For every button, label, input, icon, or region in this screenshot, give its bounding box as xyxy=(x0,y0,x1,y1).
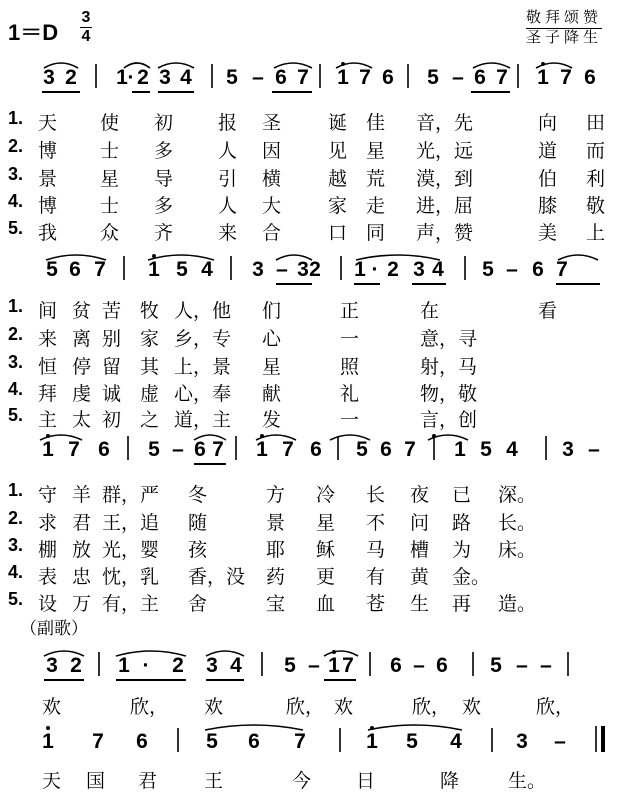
lyric-syllable: 欢 xyxy=(42,696,62,718)
note: 5 xyxy=(427,66,439,89)
lyric-syllable: 音，先 xyxy=(416,112,474,134)
lyric-syllable: 家 xyxy=(328,195,348,217)
lyric-syllable: 为 xyxy=(452,539,472,561)
note: – xyxy=(516,654,528,677)
verse-number: 4. xyxy=(8,379,24,399)
verse-number: 2. xyxy=(8,136,24,156)
high-octave-dot xyxy=(370,726,374,730)
note: 3 xyxy=(562,438,574,461)
lyric-syllable: 其 xyxy=(140,356,160,378)
lyric-syllable: 槽 xyxy=(410,539,430,561)
lyric-syllable: 马 xyxy=(366,539,386,561)
lyric-syllable: 深。 xyxy=(498,484,537,506)
lyric-syllable: 见 xyxy=(328,140,348,162)
lyric-syllable: 一 xyxy=(340,409,360,431)
lyric-syllable: 星 xyxy=(316,512,336,534)
note: 6 xyxy=(98,438,110,461)
note: – xyxy=(308,654,320,677)
verse-number: 2. xyxy=(8,324,24,344)
lyric-syllable: 光，婴 xyxy=(102,539,160,561)
lyric-syllable: 敬 xyxy=(586,195,606,217)
note: 6 xyxy=(390,654,402,677)
lyric-syllable: 正 xyxy=(340,300,360,322)
lyric-syllable: 向 xyxy=(538,112,558,134)
note: 7 xyxy=(212,438,224,461)
lyric-syllable: 家 xyxy=(140,328,160,350)
lyric-syllable: 横 xyxy=(262,168,282,190)
lyric-syllable: 初 xyxy=(154,112,174,134)
lyric-syllable: 同 xyxy=(366,222,386,244)
lyric-syllable: 多 xyxy=(154,195,174,217)
lyric-syllable: 冷 xyxy=(316,484,336,506)
lyric-syllable: 间 xyxy=(38,300,58,322)
lyric-syllable: 宝 xyxy=(266,593,286,615)
note: 5 xyxy=(284,654,296,677)
lyric-syllable: 礼 xyxy=(340,383,360,405)
lyric-syllable: 佳 xyxy=(366,112,386,134)
lyric-syllable: 圣 xyxy=(262,112,282,134)
lyric-syllable: 长 xyxy=(366,484,386,506)
note: 5 xyxy=(46,258,58,281)
note: 3 xyxy=(252,258,264,281)
lyric-syllable: 放 xyxy=(72,539,92,561)
high-octave-dot xyxy=(46,726,50,730)
lyric-syllable: 忱，乳 xyxy=(102,566,160,588)
lyric-syllable: 星 xyxy=(366,140,386,162)
lyric-syllable: 贫 xyxy=(72,300,92,322)
verse-number: 3. xyxy=(8,164,24,184)
note: 1 xyxy=(366,730,378,753)
lyric-syllable: 诚 xyxy=(102,383,122,405)
lyric-syllable: 诞 xyxy=(328,112,348,134)
note: 1 xyxy=(116,66,128,89)
lyric-syllable: 今 xyxy=(292,770,312,792)
note: 1 xyxy=(328,654,340,677)
lyric-syllable: 生 xyxy=(410,593,430,615)
lyric-syllable: 在 xyxy=(420,300,440,322)
note: 5 xyxy=(148,438,160,461)
note: 2 xyxy=(387,258,399,281)
lyric-syllable: 有 xyxy=(366,566,386,588)
note: 6 xyxy=(474,66,486,89)
lyric-syllable: 别 xyxy=(102,328,122,350)
lyric-syllable: 牧 xyxy=(140,300,160,322)
meter-bottom: 4 xyxy=(81,28,91,45)
lyric-syllable: 虚 xyxy=(140,383,160,405)
lyric-syllable: 留 xyxy=(102,356,122,378)
lyric-syllable: 星 xyxy=(100,168,120,190)
note: – xyxy=(413,654,425,677)
verse-number: 2. xyxy=(8,508,24,528)
note: – xyxy=(588,438,600,461)
lyric-syllable: 王，追 xyxy=(102,512,160,534)
high-octave-dot xyxy=(46,434,50,438)
note: 5 xyxy=(480,438,492,461)
note: 6 xyxy=(532,258,544,281)
note: 7 xyxy=(560,66,572,89)
lyric-syllable: 有，主 xyxy=(102,593,160,615)
verse-number: 3. xyxy=(8,352,24,372)
lyric-syllable: 博 xyxy=(38,195,58,217)
lyric-syllable: 欢 xyxy=(334,696,354,718)
lyric-syllable: 之 xyxy=(140,409,160,431)
note: 6 xyxy=(584,66,596,89)
lyric-syllable: 舍 xyxy=(188,593,208,615)
note: 2 xyxy=(172,654,184,677)
lyric-syllable: 因 xyxy=(262,140,282,162)
verse-number: 5. xyxy=(8,405,24,425)
note: 1 xyxy=(256,438,268,461)
lyric-syllable: 恒 xyxy=(38,356,58,378)
lyric-syllable: 多 xyxy=(154,140,174,162)
key-signature: 1＝D xyxy=(8,20,59,45)
lyric-syllable: 造。 xyxy=(498,593,537,615)
lyric-syllable: 射，马 xyxy=(420,356,478,378)
lyric-syllable: 而 xyxy=(586,140,606,162)
lyric-syllable: 血 xyxy=(316,593,336,615)
note: – xyxy=(540,654,552,677)
note: 4 xyxy=(180,66,192,89)
lyric-syllable: 道 xyxy=(538,140,558,162)
note: 3 xyxy=(206,654,218,677)
lyric-syllable: 长。 xyxy=(498,512,537,534)
verse-number: 5. xyxy=(8,589,24,609)
lyric-syllable: 求 xyxy=(38,512,58,534)
note: 3 xyxy=(159,66,171,89)
lyric-syllable: 降 xyxy=(440,770,460,792)
note: 3 xyxy=(297,258,309,281)
note: 4 xyxy=(230,654,242,677)
note: 6 xyxy=(436,654,448,677)
lyric-syllable: 引 xyxy=(218,168,238,190)
lyric-syllable: 方 xyxy=(266,484,286,506)
note: 1 xyxy=(454,438,466,461)
lyric-syllable: 欢 xyxy=(204,696,224,718)
lyric-syllable: 孩 xyxy=(188,539,208,561)
note: 6 xyxy=(194,438,206,461)
lyric-syllable: 问 xyxy=(410,512,430,534)
lyric-syllable: 心，奉 xyxy=(174,383,232,405)
note: 2 xyxy=(309,258,321,281)
lyric-syllable: 士 xyxy=(100,195,120,217)
high-octave-dot xyxy=(541,62,545,66)
note: 1 xyxy=(337,66,349,89)
high-octave-dot xyxy=(341,62,345,66)
verse-number: 1. xyxy=(8,296,24,316)
lyric-syllable: 照 xyxy=(340,356,360,378)
note: 4 xyxy=(506,438,518,461)
note: 7 xyxy=(92,730,104,753)
lyric-syllable: 太 xyxy=(72,409,92,431)
hymnal-title: 敬拜颂赞 xyxy=(526,6,602,29)
lyric-syllable: 士 xyxy=(100,140,120,162)
lyric-syllable: 国 xyxy=(86,770,106,792)
note: 1 xyxy=(42,730,54,753)
lyric-syllable: 更 xyxy=(316,566,336,588)
note: 5 xyxy=(490,654,502,677)
note: 7 xyxy=(496,66,508,89)
lyric-syllable: 拜 xyxy=(38,383,58,405)
note: 6 xyxy=(380,438,392,461)
note: 2 xyxy=(70,654,82,677)
lyric-syllable: 意，寻 xyxy=(420,328,478,350)
lyric-syllable: 离 xyxy=(72,328,92,350)
lyric-syllable: 荒 xyxy=(366,168,386,190)
note: 6 xyxy=(69,258,81,281)
lyric-syllable: 来 xyxy=(218,222,238,244)
note: 7 xyxy=(94,258,106,281)
song-title: 圣子降生 xyxy=(525,28,602,46)
lyric-syllable: 田 xyxy=(586,112,606,134)
lyric-syllable: 众 xyxy=(100,222,120,244)
note: 7 xyxy=(68,438,80,461)
lyric-syllable: 人 xyxy=(218,195,238,217)
lyric-syllable: 齐 xyxy=(154,222,174,244)
lyric-syllable: 博 xyxy=(38,140,58,162)
high-octave-dot xyxy=(260,434,264,438)
lyric-syllable: 万 xyxy=(72,593,92,615)
high-octave-dot xyxy=(152,254,156,258)
lyric-syllable: 看 xyxy=(538,300,558,322)
note: 5 xyxy=(176,258,188,281)
lyric-syllable: 停 xyxy=(72,356,92,378)
lyric-syllable: 欣， xyxy=(130,696,169,718)
lyric-syllable: 口 xyxy=(328,222,348,244)
lyric-syllable: 夜 xyxy=(410,484,430,506)
note: 5 xyxy=(482,258,494,281)
lyric-syllable: 已 xyxy=(452,484,472,506)
note: 7 xyxy=(556,258,568,281)
chorus-label: （副歌） xyxy=(20,619,88,639)
lyric-syllable: 黄 xyxy=(410,566,430,588)
lyric-syllable: 人，他 xyxy=(174,300,232,322)
note: – xyxy=(554,730,566,753)
note: · xyxy=(142,654,150,677)
lyric-syllable: 主 xyxy=(38,409,58,431)
lyric-syllable: 棚 xyxy=(38,539,58,561)
lyric-syllable: 大 xyxy=(262,195,282,217)
lyric-syllable: 美 xyxy=(538,222,558,244)
note: 3 xyxy=(43,66,55,89)
lyric-syllable: 人 xyxy=(218,140,238,162)
lyric-syllable: 发 xyxy=(262,409,282,431)
lyric-syllable: 合 xyxy=(262,222,282,244)
note: 5 xyxy=(406,730,418,753)
lyric-syllable: 欢 xyxy=(462,696,482,718)
lyric-syllable: 随 xyxy=(188,512,208,534)
lyric-syllable: 药 xyxy=(266,566,286,588)
lyric-syllable: 忠 xyxy=(72,566,92,588)
lyric-syllable: 乡，专 xyxy=(174,328,232,350)
lyric-syllable: 守 xyxy=(38,484,58,506)
lyric-syllable: 床。 xyxy=(498,539,537,561)
note: – xyxy=(506,258,518,281)
lyric-syllable: 心 xyxy=(262,328,282,350)
note: 3 xyxy=(516,730,528,753)
lyric-syllable: 君 xyxy=(138,770,158,792)
note: 6 xyxy=(382,66,394,89)
notation-layer xyxy=(40,62,606,753)
lyric-syllable: 进，屈 xyxy=(416,195,474,217)
note: 7 xyxy=(294,730,306,753)
verse-number: 5. xyxy=(8,218,24,238)
verse-number: 1. xyxy=(8,480,24,500)
lyric-syllable: 天 xyxy=(38,112,58,134)
lyric-syllable: 景 xyxy=(38,168,58,190)
note: 5 xyxy=(226,66,238,89)
note: 1 xyxy=(118,654,130,677)
lyric-syllable: 星 xyxy=(262,356,282,378)
meter-top: 3 xyxy=(81,9,91,26)
note: 4 xyxy=(450,730,462,753)
note: 7 xyxy=(342,654,354,677)
lyric-syllable: 再 xyxy=(452,593,472,615)
note: 7 xyxy=(282,438,294,461)
note: – xyxy=(172,438,184,461)
lyric-syllable: 光，远 xyxy=(416,140,474,162)
note: – xyxy=(276,258,288,281)
lyric-syllable: 王 xyxy=(204,770,224,792)
lyric-syllable: 上 xyxy=(586,222,606,244)
lyric-syllable: 使 xyxy=(100,112,120,134)
note: 1 xyxy=(537,66,549,89)
note: 2 xyxy=(65,66,77,89)
note: 6 xyxy=(248,730,260,753)
lyric-syllable: 报 xyxy=(218,112,238,134)
lyric-syllable: 我 xyxy=(38,222,58,244)
lyric-syllable: 生。 xyxy=(508,770,547,792)
note: 1 xyxy=(42,438,54,461)
lyric-syllable: 导 xyxy=(154,168,174,190)
lyric-syllable: 冬 xyxy=(188,484,208,506)
note: 4 xyxy=(201,258,213,281)
note: 7 xyxy=(297,66,309,89)
note: 6 xyxy=(275,66,287,89)
note: 5 xyxy=(206,730,218,753)
lyric-syllable: 君 xyxy=(72,512,92,534)
lyric-syllable: 物，敬 xyxy=(420,383,478,405)
verse-number: 4. xyxy=(8,191,24,211)
lyric-syllable: 言，创 xyxy=(420,409,478,431)
note: 3 xyxy=(413,258,425,281)
note: 5 xyxy=(356,438,368,461)
lyric-syllable: 欣， xyxy=(536,696,575,718)
note: 6 xyxy=(310,438,322,461)
note: 7 xyxy=(359,66,371,89)
lyric-syllable: 献 xyxy=(262,383,282,405)
lyric-syllable: 苦 xyxy=(102,300,122,322)
lyric-syllable: 虔 xyxy=(72,383,92,405)
note: 2 xyxy=(137,66,149,89)
lyric-syllable: 来 xyxy=(38,328,58,350)
lyric-syllable: 伯 xyxy=(538,168,558,190)
lyric-syllable: 漠，到 xyxy=(416,168,474,190)
lyric-syllable: 欣， xyxy=(412,696,451,718)
lyric-syllable: 膝 xyxy=(538,195,558,217)
note: 3 xyxy=(46,654,58,677)
verse-number: 1. xyxy=(8,108,24,128)
lyric-syllable: 初 xyxy=(102,409,122,431)
lyric-syllable: 不 xyxy=(366,512,386,534)
lyric-syllable: 越 xyxy=(328,168,348,190)
verse-number: 3. xyxy=(8,535,24,555)
lyric-syllable: 天 xyxy=(42,770,62,792)
lyric-syllable: 金。 xyxy=(452,566,491,588)
lyric-syllable: 苍 xyxy=(366,593,386,615)
note: – xyxy=(452,66,464,89)
lyric-syllable: 们 xyxy=(262,300,282,322)
note: – xyxy=(252,66,264,89)
lyric-syllable: 走 xyxy=(366,195,386,217)
note: 1 xyxy=(354,258,366,281)
lyric-syllable: 路 xyxy=(452,512,472,534)
note: 1 xyxy=(148,258,160,281)
lyric-syllable: 表 xyxy=(38,566,58,588)
lyric-syllable: 欣， xyxy=(286,696,325,718)
lyric-syllable: 道，主 xyxy=(174,409,232,431)
note: · xyxy=(127,66,135,89)
lyric-syllable: 景 xyxy=(266,512,286,534)
note: 6 xyxy=(136,730,148,753)
lyric-syllable: 羊 xyxy=(72,484,92,506)
lyric-syllable: 群，严 xyxy=(102,484,160,506)
lyric-syllable: 一 xyxy=(340,328,360,350)
lyric-syllable: 利 xyxy=(586,168,606,190)
lyric-syllable: 日 xyxy=(356,770,376,792)
lyric-syllable: 稣 xyxy=(316,539,336,561)
note: 7 xyxy=(404,438,416,461)
lyric-syllable: 上，景 xyxy=(174,356,232,378)
lyric-syllable: 声，赞 xyxy=(416,222,474,244)
verse-number: 4. xyxy=(8,562,24,582)
lyric-syllable: 设 xyxy=(38,593,58,615)
note: 4 xyxy=(432,258,444,281)
lyric-syllable: 耶 xyxy=(266,539,286,561)
note: · xyxy=(371,258,379,281)
high-octave-dot xyxy=(332,650,336,654)
lyric-syllable: 香，没 xyxy=(188,566,246,588)
high-octave-dot xyxy=(432,434,436,438)
